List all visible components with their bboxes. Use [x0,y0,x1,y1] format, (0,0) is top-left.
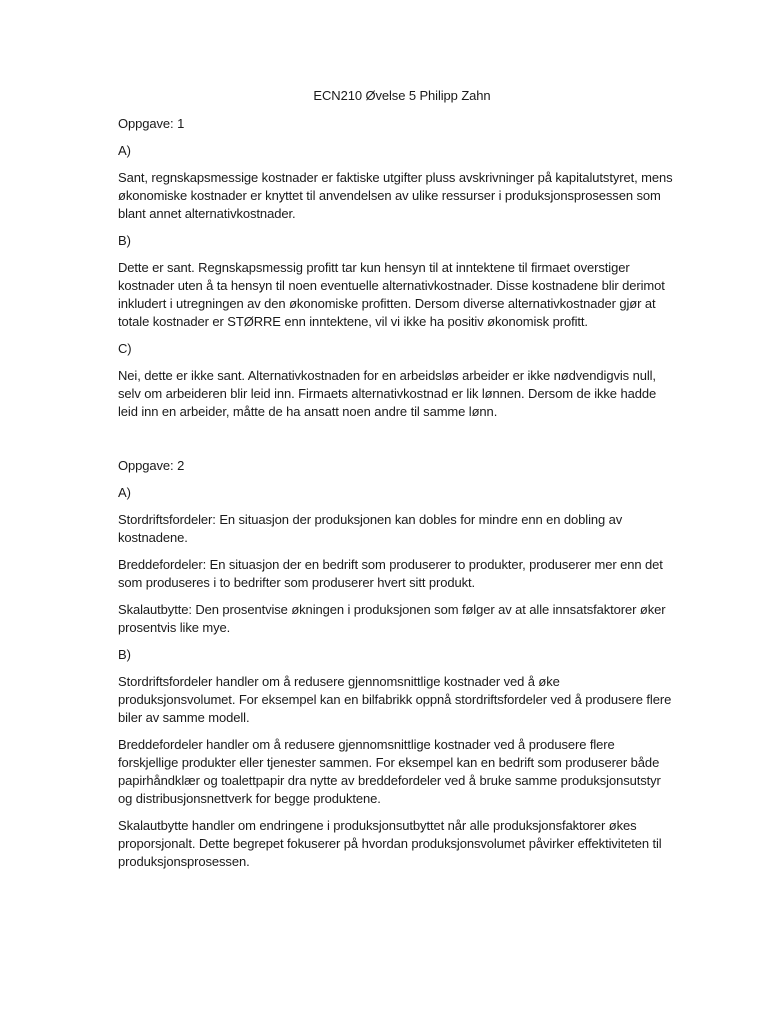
task1-heading: Oppgave: 1 [118,116,185,131]
task2-b-paragraph-3: Skalautbytte handler om endringene i produksjonsutbyttet når alle produksjonsfaktorer økes proporsjonalt. Dette begrepet fokuserer på hvordan produksjonsvolumet påvirker effektiviteten til produksjonsprosessen. [118,818,662,869]
task2-a-label: A) [118,485,131,500]
document-body [118,87,678,880]
task2-b-paragraph-1: Stordriftsfordeler handler om å redusere gjennomsnittlige kostnader ved å øke produksjonsvolumet. For eksempel kan en bilfabrikk oppnå stordriftsfordeler ved å produsere flere biler av samme modell. [118,674,672,725]
task1-c-label: C) [118,341,132,356]
task1-b-text: Dette er sant. Regnskapsmessig profitt tar kun hensyn til at inntektene til firmaet overstiger kostnader uten å ta hensyn til noen eventuelle alternativkostnader. Disse kostnadene blir derimot inkludert i utregningen av den økonomiske profitten. Dersom diverse alternativkostnader gjør at totale kostnader er STØRRE enn inntektene, vil vi ikke ha positiv økonomisk profitt. [118,260,665,329]
task2-b-paragraph-2: Breddefordeler handler om å redusere gjennomsnittlige kostnader ved å produsere flere forskjellige produkter eller tjenester sammen. For eksempel kan en bedrift som produserer både papirhåndklær og toalettpapir dra nytte av breddefordeler ved å bruke samme produksjonsutstyr og distribusjonsnettverk for begge produktene. [118,737,661,806]
task2-a-paragraph-3: Skalautbytte: Den prosentvise økningen i produksjonen som følger av at alle innsatsfaktorer øker prosentvis like mye. [118,602,666,635]
task1-a-text: Sant, regnskapsmessige kostnader er faktiske utgifter pluss avskrivninger på kapitalutstyret, mens økonomiske kostnader er knyttet til anvendelsen av ulike ressurser i produksjonsprosessen som blant annet alternativkostnader. [118,170,673,221]
task2-a-paragraph-2: Breddefordeler: En situasjon der en bedrift som produserer to produkter, produserer mer enn det som produseres i to bedrifter som produserer hvert sitt produkt. [118,557,663,590]
section-spacer [118,430,678,457]
task1-c-text: Nei, dette er ikke sant. Alternativkostnaden for en arbeidsløs arbeider er ikke nødvendigvis null, selv om arbeideren blir leid inn. Firmaets alternativkostnad er lik lønnen. Dersom de ikke hadde leid inn en arbeider, måtte de ha ansatt noen andre til samme lønn. [118,368,657,419]
task1-a-label: A) [118,143,131,158]
task2-a-paragraph-1: Stordriftsfordeler: En situasjon der produksjonen kan dobles for mindre enn en dobling av kostnadene. [118,512,623,545]
task2-b-label: B) [118,647,131,662]
document-title: ECN210 Øvelse 5 Philipp Zahn [313,88,491,103]
task2-heading: Oppgave: 2 [118,458,185,473]
task1-b-label: B) [118,233,131,248]
